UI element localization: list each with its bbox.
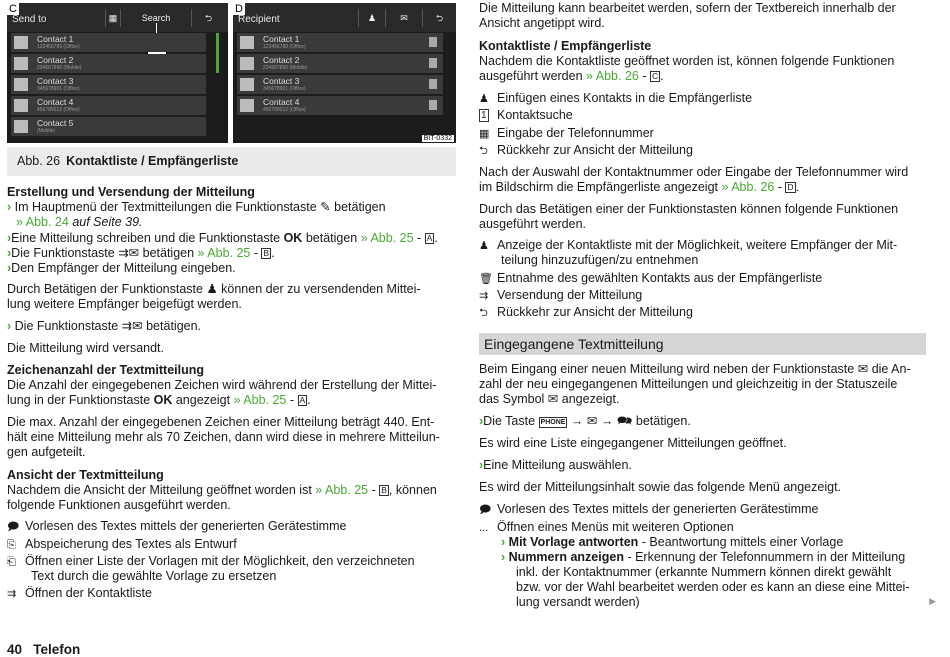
contact-number: 345678901 (Office): [37, 86, 80, 92]
scrollbar[interactable]: [216, 33, 219, 73]
function-item: [479, 502, 818, 519]
ref-box: C: [651, 71, 659, 81]
ref-box: A: [426, 233, 433, 243]
section-heading-bar: [479, 333, 926, 355]
link-abb-25[interactable]: » Abb. 25: [197, 246, 251, 260]
text: Eingabe der Telefonnummer: [497, 126, 654, 140]
text: betätigen: [334, 200, 386, 214]
back-icon[interactable]: ⮌: [422, 9, 456, 27]
inbox-icon: 🗪: [616, 414, 633, 428]
speech-icon: 🗩: [7, 521, 20, 533]
avatar-icon: [14, 78, 28, 91]
option-name: Mit Vorlage antworten: [508, 535, 639, 549]
paragraph-cont: lung weitere Empfänger beigefügt werden.: [7, 297, 242, 311]
template-icon: ⎗: [7, 556, 16, 568]
figure-abb-26: [7, 3, 456, 176]
back-icon: ⮌: [479, 307, 488, 319]
contact-row[interactable]: [11, 96, 206, 115]
keypad-icon: ▦: [479, 128, 490, 140]
function-item: [7, 537, 237, 554]
link-abb-26[interactable]: » Abb. 26: [721, 180, 775, 194]
screen-recipient: [233, 3, 456, 143]
link-abb-26[interactable]: » Abb. 26: [586, 69, 639, 83]
function-item-cont: Text durch die gewählte Vorlage zu ersetzen: [31, 569, 277, 583]
sub-item-cont: lung versandt werden): [516, 595, 640, 609]
contact-number: 234567890 (Mobile): [37, 65, 82, 71]
contact-name: Contact 1: [37, 34, 74, 44]
paragraph: Nachdem die Ansicht der Mitteilung geöffnet worden ist » Abb. 25 - B , können: [7, 483, 437, 497]
figure-code: BIT-0332: [423, 135, 452, 142]
text: die An-: [871, 362, 911, 376]
text: das Symbol: [479, 392, 545, 406]
paragraph-cont: folgende Funktionen ausgeführt werden.: [7, 498, 231, 512]
add-contact-icon: ♟: [206, 282, 218, 296]
heading-zeichenanzahl: Zeichenanzahl der Textmitteilung: [7, 363, 205, 377]
sub-item: › Nummern anzeigen - Erkennung der Telefonnummern in der Mitteilung: [501, 550, 906, 564]
contact-number: (Mobile): [37, 128, 56, 134]
add-contact-icon: ♟: [479, 240, 489, 252]
function-item: [479, 305, 693, 322]
contact-name: Contact 5: [37, 118, 74, 128]
more-icon: ...: [479, 522, 489, 534]
step-line-cont: [16, 215, 143, 231]
caption-number: Abb. 26: [17, 154, 61, 168]
avatar-icon: [14, 99, 28, 112]
text: betätigen: [142, 246, 195, 260]
page-number: 40: [7, 642, 23, 657]
text: Den Empfänger der Mitteilung eingeben.: [11, 261, 236, 275]
paragraph-cont: hält eine Mitteilung mehr als 70 Zeichen, dann wird diese in mehrere Mitteilun-: [7, 430, 440, 444]
result: Die Mitteilung wird versandt.: [7, 341, 165, 355]
text: betätigen.: [146, 319, 202, 333]
result: Es wird der Mitteilungsinhalt sowie das folgende Menü angezeigt.: [479, 480, 842, 494]
paragraph-cont: ausgeführt werden.: [479, 217, 587, 231]
text: Die Funktionstaste: [11, 246, 115, 260]
text: Beim Eingang einer neuen Mitteilung wird neben der Funktionstaste: [479, 362, 855, 376]
text: Vorlesen des Textes mittels der generierten Gerätestimme: [497, 502, 819, 516]
avatar-icon: [240, 99, 254, 112]
text: angezeigt.: [561, 392, 620, 406]
ref-box: B: [381, 485, 387, 495]
recipient-row[interactable]: [237, 96, 443, 115]
text: betätigen.: [635, 414, 691, 428]
send-icon: ⇉✉: [118, 246, 140, 260]
avatar-icon: [240, 78, 254, 91]
text: ausgeführt werden: [479, 69, 583, 83]
function-item: [479, 91, 752, 108]
sub-item-cont: inkl. der Kontaktnummer (erkannte Nummern können direkt gewählt: [516, 565, 892, 579]
send-icon: ⇉: [479, 290, 489, 302]
send-icon: ⇉✉: [121, 319, 143, 333]
text: Die Funktionstaste: [14, 319, 119, 333]
text: Eine Mitteilung schreiben und die Funktionstaste: [11, 231, 281, 245]
text: - Beantwortung mittels einer Vorlage: [641, 535, 844, 549]
ref-box: D: [787, 182, 794, 192]
avatar-icon: [14, 120, 28, 133]
heading-erstellung: Erstellung und Versendung der Mitteilung: [7, 185, 255, 199]
keypad-icon[interactable]: ▦: [105, 9, 120, 27]
function-item: [479, 143, 693, 160]
link-abb-25[interactable]: » Abb. 25: [360, 231, 414, 245]
edit-icon: ✎: [320, 200, 331, 214]
step-line: ›Den Empfänger der Mitteilung eingeben.: [7, 261, 236, 275]
screen-send-to: [7, 3, 228, 143]
paragraph: Nachdem die Kontaktliste geöffnet worden ist, können folgende Funktionen: [479, 54, 895, 68]
function-item: [479, 288, 642, 305]
contacts-icon: ⇉: [7, 588, 17, 600]
text: auf Seite 39.: [72, 215, 143, 229]
heading-kontaktliste: Kontaktliste / Empfängerliste: [479, 39, 652, 53]
contact-number: 234567890 (Mobile): [263, 65, 308, 71]
avatar-icon: [240, 36, 254, 49]
paragraph: Die max. Anzahl der eingegebenen Zeichen einer Mitteilung beträgt 440. Ent-: [7, 415, 435, 429]
avatar-icon: [14, 36, 28, 49]
figure-tag-c: C: [7, 3, 19, 15]
step-line: › Im Hauptmenü der Textmitteilungen die Funktionstaste ✎ betätigen: [7, 200, 386, 214]
function-item: [7, 586, 152, 603]
contact-number: 345678901 (Office): [263, 86, 306, 92]
figure-caption: [7, 147, 456, 176]
paragraph: Durch das Betätigen einer der Funktionstasten können folgende Funktionen: [479, 202, 899, 216]
ok-key: OK: [283, 231, 303, 245]
contact-name: Contact 2: [263, 55, 300, 65]
contact-row[interactable]: [11, 75, 206, 94]
step-line: ›Eine Mitteilung schreiben und die Funktionstaste OK betätigen » Abb. 25 - A .: [7, 231, 438, 245]
paragraph: [7, 282, 421, 298]
text: Einfügen eines Kontakts in die Empfängerliste: [497, 91, 753, 105]
text: im Bildschirm die Empfängerliste angezeigt: [479, 180, 718, 194]
text: Öffnen einer Liste der Vorlagen mit der Möglichkeit, den verzeichneten: [25, 554, 415, 568]
heading-ansicht: Ansicht der Textmitteilung: [7, 468, 164, 482]
sub-item-cont: bzw. vor der Wahl bearbeitet werden oder es kann an diese eine Mittei-: [516, 580, 910, 594]
text: Rückkehr zur Ansicht der Mitteilung: [497, 305, 693, 319]
message-icon: ✉: [586, 414, 598, 428]
text: Öffnen eines Menüs mit weiteren Optionen: [497, 520, 734, 534]
recipient-row[interactable]: [237, 75, 443, 94]
function-item-cont: teilung hinzuzufügen/zu entnehmen: [501, 253, 699, 267]
link-abb-25[interactable]: » Abb. 25: [233, 393, 287, 407]
search-button[interactable]: Search: [120, 9, 191, 27]
function-item: [479, 271, 822, 288]
draft-icon: ⎘: [7, 539, 16, 551]
text: Vorlesen des Textes mittels der generierten Gerätestimme: [25, 519, 347, 533]
text: Entnahme des gewählten Kontakts aus der Empfängerliste: [497, 271, 823, 285]
add-contact-icon[interactable]: ♟: [358, 9, 385, 27]
text: , können: [388, 483, 437, 497]
paragraph: [479, 362, 911, 378]
trash-icon[interactable]: [429, 79, 437, 89]
trash-icon[interactable]: [429, 100, 437, 110]
step-line: ›Eine Mitteilung auswählen.: [479, 458, 632, 472]
message-icon: ✉: [547, 392, 559, 406]
chapter-name: Telefon: [33, 642, 81, 657]
ref-box: A: [299, 395, 306, 405]
paragraph-cont: zahl der neu eingegangenen Mitteilungen und gleichzeitig in der Statuszeile: [479, 377, 898, 391]
text: Versendung der Mitteilung: [497, 288, 643, 302]
link-abb-25[interactable]: » Abb. 25: [315, 483, 369, 497]
contact-name: Contact 2: [37, 55, 74, 65]
message-icon: ✉: [857, 362, 869, 376]
figure-tag-d: D: [233, 3, 245, 15]
paragraph-cont: lung in der Funktionstaste OK angezeigt » Abb. 25 - A .: [7, 393, 311, 407]
text: Anzeige der Kontaktliste mit der Möglichkeit, weitere Empfänger der Mit-: [497, 238, 898, 252]
recipient-row[interactable]: [237, 33, 443, 52]
step-line: ›Die Taste PHONE → ✉ → 🗪 betätigen.: [479, 414, 691, 428]
step-line: › Die Funktionstaste ⇉✉ betätigen.: [7, 319, 202, 333]
text: Im Hauptmenü der Textmitteilungen die Funktionstaste: [14, 200, 317, 214]
trash-icon[interactable]: [429, 58, 437, 68]
speech-icon: 🗩: [479, 504, 492, 516]
section-title: Eingegangene Textmitteilung: [484, 336, 664, 352]
trash-icon: 🗑: [479, 273, 493, 285]
avatar-icon: [240, 57, 254, 70]
text: Öffnen der Kontaktliste: [25, 586, 152, 600]
function-item: [7, 519, 346, 536]
paragraph: Nach der Auswahl der Kontaktnummer oder Eingabe der Telefonnummer wird: [479, 165, 909, 179]
paragraph: Die Mitteilung kann bearbeitet werden, sofern der Textbereich innerhalb der: [479, 1, 896, 15]
phone-key: PHONE: [540, 419, 566, 426]
contact-row[interactable]: [11, 54, 206, 73]
contact-number: 456789012 (Office): [37, 107, 80, 113]
text: betätigen: [305, 231, 358, 245]
trash-icon[interactable]: [429, 37, 437, 47]
paragraph-cont: [479, 392, 619, 408]
contact-number: 123456789 (Office): [263, 44, 306, 50]
text: Nachdem die Ansicht der Mitteilung geöffnet worden ist: [7, 483, 312, 497]
function-item: [479, 126, 654, 143]
result: Es wird eine Liste eingegangener Mitteilungen geöffnet.: [479, 436, 787, 450]
text: - Erkennung der Telefonnummern in der Mitteilung: [627, 550, 906, 564]
contact-number: 123456789 (Office): [37, 44, 80, 50]
ref-box: B: [263, 248, 270, 258]
paragraph-cont: ausgeführt werden » Abb. 26 - C .: [479, 69, 664, 83]
back-icon[interactable]: ⮌: [191, 9, 225, 27]
text: Kontaktsuche: [497, 108, 573, 122]
paragraph: Die Anzahl der eingegebenen Zeichen wird während der Erstellung der Mittei-: [7, 378, 437, 392]
text: Die Taste: [483, 414, 536, 428]
paragraph-cont: im Bildschirm die Empfängerliste angezeigt » Abb. 26 - D .: [479, 180, 800, 194]
send-icon[interactable]: ✉: [385, 9, 422, 27]
back-icon: ⮌: [479, 145, 488, 157]
screen-title: Recipient: [238, 14, 280, 25]
paragraph-cont: Ansicht angetippt wird.: [479, 16, 605, 30]
callout-box: 1: [481, 110, 487, 121]
contact-name: Contact 3: [263, 76, 300, 86]
paragraph-cont: gen aufgeteilt.: [7, 445, 86, 459]
page-footer: [7, 642, 80, 657]
sub-item: › Mit Vorlage antworten - Beantwortung mittels einer Vorlage: [501, 535, 844, 549]
recipient-row[interactable]: [237, 54, 443, 73]
text: angezeigt: [175, 393, 231, 407]
contact-row[interactable]: [11, 117, 206, 136]
avatar-icon: [14, 57, 28, 70]
add-contact-icon: ♟: [479, 93, 489, 105]
text: Rückkehr zur Ansicht der Mitteilung: [497, 143, 693, 157]
text: Eine Mitteilung auswählen.: [483, 458, 632, 472]
contact-number: 456789012 (Office): [263, 107, 306, 113]
option-name: Nummern anzeigen: [508, 550, 624, 564]
next-page-icon: ▶: [929, 596, 936, 606]
text: können der zu versendenden Mittei-: [221, 282, 421, 296]
contact-name: Contact 4: [263, 97, 300, 107]
caption-title: Kontaktliste / Empfängerliste: [66, 154, 239, 168]
ok-key: OK: [153, 393, 173, 407]
step-line: ›Die Funktionstaste ⇉✉ betätigen » Abb. 25 - B .: [7, 246, 275, 260]
contact-name: Contact 1: [263, 34, 300, 44]
link-abb-24[interactable]: » Abb. 24: [16, 215, 69, 229]
contact-name: Contact 3: [37, 76, 74, 86]
text: lung in der Funktionstaste: [7, 393, 151, 407]
contact-row[interactable]: [11, 33, 206, 52]
text: Abspeicherung des Textes als Entwurf: [25, 537, 237, 551]
contact-name: Contact 4: [37, 97, 74, 107]
function-item: [479, 108, 573, 125]
screen-title: Send to: [12, 14, 47, 25]
text: Durch Betätigen der Funktionstaste: [7, 282, 203, 296]
